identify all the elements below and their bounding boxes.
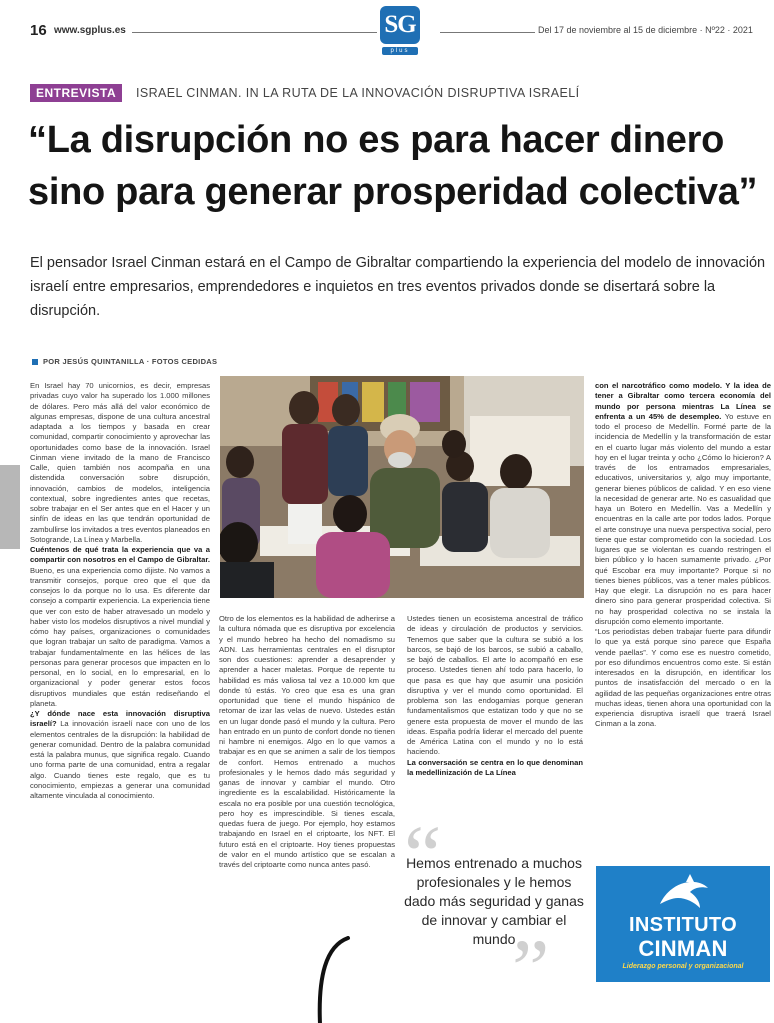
pull-quote-text: Hemos entrenado a muchos profesionales y le hemos dado más seguridad y ganas de innovar y cambiar el mundo [404,855,584,947]
logo-letters: SG [380,6,420,44]
ad-line-1: INSTITUTO [629,914,737,936]
header-rule-right [440,32,535,33]
article-headline [28,114,768,218]
answer: Yo estuve en todo el proceso de Medellín. Formé parte de la incidencia de Medellín y la transformación de estar en el cuarto lugar más violento del mundo a estar hoy en el lugar treinta y ocho ¿Cómo lo hicieron? A través de los entramados empresariales, educativos, universitarios y, algo muy importante, generar bienes públicos de calidad. Y en eso viene la necesidad de generar arte. No es casualidad que haya un Botero en Medellín. Vas a Medellín y encuentras en la calle arte por todos lados. Porque el arte construye una nueva perspectiva social, pero tiene que estar comprometido con la sociedad. Los lugares que se violentan es cuando restringen el bien público y lo hacen sumamente privado. ¿Por qué Escobar era muy importante? Porque si no tienes bienes públicos, vas a tener males públicos. Hay que elegir. La disrupción no es para hacer dinero sino para generar prosperidad colectiva. Si no hay prosperidad colectiva no se instala la disrupción como elemento importante. [595,411,771,626]
text-column-3 [407,614,583,778]
section-tagline: ISRAEL CINMAN. IN LA RUTA DE LA INNOVACIÓN DISRUPTIVA ISRAELÍ [136,86,580,100]
instituto-cinman-ad[interactable] [596,866,770,982]
paragraph: Otro de los elementos es la habilidad de adherirse a la cultura nómada que es disruptiva por excelencia y el mundo hebreo ha hecho del nomadismo su ADN. Las herramientas centrales en el disruptor son dos cuestiones: aprender a desaprender y aprender a hacer maletas. Porque de repente tu habilidad es más valiosa tal vez a 10.000 km que donde tú estás. Yo creo que esa es una gran oportunidad que tiene el mundo hispánico de retomar de izar las velas de nuevo. Ustedes están en un lugar donde pasó el mundo y la cultura. Pero han entrado en un punto de confort donde no tienen ni hambre ni enemigos. Algo en lo que vamos a trabajar es en que se animen a salir de los tiempos de confort. Hemos entrenado a muchos profesionales y le hemos dado más seguridad y ganas de innovar y cambiar el mundo. Otro ingrediente es la escalabilidad. Históricamente la escala no era posible por una cuestión tecnológica, pero hoy es imprescindible. Si tienes escala, quedas fuera de juego. Por ejemplo, hoy estamos trabajando en Israel en el criptoarte, los NFT. El futuro está en el criptoarte. Hoy tienes propuestas de valor en el mundo artístico que se escalan a través del criptoarte como nunca antes pasó. [219,614,395,869]
section-tag: ENTREVISTA [30,84,122,102]
open-quote-icon: “ [404,809,442,902]
article-photo [220,376,584,598]
logo-sub: plus [382,47,418,55]
paragraph: Ustedes tienen un ecosistema ancestral de tráfico de ideas y circulación de productos y servicios. Tenemos que saber que la cultura se subió a los barcos, se bajó de los barcos, se subió a caballo, se bajó de caballos. El arte lo acompañó en ese proceso. Ustedes tienen ahí todo para hacerlo, lo que pasa es que hay que asumir una posición disruptiva y ver el mundo como oportunidad. El problema son las endogamias porque generan fundamentalismos que estatizan todo y que no se genere esta propuesta de mover el mundo de las ideas. España podría liderar el mercado del puente de América Latina con el mundo y no lo está haciendo. [407,614,583,757]
question: La conversación se centra en lo que denominan la medellinización de La Línea [407,757,583,777]
close-quote-icon: ” [512,923,550,1016]
paragraph: En Israel hay 70 unicornios, es decir, empresas privadas cuyo valor ha superado los 1.000 millones de dólares. Pero más allá del valor económico de algunas empresas, dispone de una cultura ancestral adaptada a los tiempos y basada en crear comunidad, compartir conocimiento y aprovechar las oportunidades como base de la innovación. Israel Cinman viene invitado de la mano de Francisco Calle, quien también nos acompaña en una distendida conversación sobre disrupción, innovación, cambios de modelos, inteligencia contextual, sobre ingredientes antes que recetas, sobre trabajar en el Ser antes que en el Hacer y un sinfín de ideas en las que tendrán oportunidad de zambullirse los invitados a tres eventos planeados en Sotogrande, La Línea y Marbella. [30,381,210,544]
decorative-curve [312,936,352,1023]
article-lede: El pensador Israel Cinman estará en el Campo de Gibraltar compartiendo la experiencia del modelo de innovación israelí entre empresarios, emprendedores e inquietos en tres eventos privados donde se disertará sobre la disrupción. [30,255,766,319]
sgplus-logo [378,6,422,58]
text-column-4 [595,381,771,730]
headline-line-1: “La disrupción no es para hacer dinero [28,119,724,161]
question: Cuéntenos de qué trata la experiencia que va a compartir con nosotros en el Campo de Gibraltar. [30,545,210,565]
issue-date: Del 17 de noviembre al 15 de diciembre · Nº22 · 2021 [538,25,753,35]
question-continued: con el narcotráfico como modelo. Y la idea de tener a Gibraltar como tercera economía del mundo por persona mientras La Línea se enfrenta a un 45% de desempleo. [595,381,771,421]
site-url[interactable]: www.sgplus.es [54,25,126,36]
answer: Bueno, es una experiencia como dijiste. No vamos a transmitir consejos, porque creo que el que da consejos lo da porque no lo usa. Es diferente dar consejo a compartir experiencia. La experiencia tiene que ver con esto de haber atravesado un modelo y haber visto los modelos disruptivos a nivel mundial y cómo hay países, organizaciones o comunidades que logran trabajar un salto de paradigma. Vamos a trabajar fundamentalmente en las hélices de las personas para generar procesos que impacten en lo personal, en lo social, en lo empresarial, en lo organizacional y poder generar estos focos disruptivos mundiales que están rediseñando el planeta. [30,565,210,708]
header-rule-left [132,32,377,33]
byline: POR JESÚS QUINTANILLA · FOTOS CEDIDAS [32,357,217,366]
page-number: 16 [30,22,47,39]
question: ¿Y dónde nace esta innovación disruptiva israelí? [30,709,210,729]
ad-tagline: Liderazgo personal y organizacional [622,963,744,970]
headline-line-2: sino para generar prosperidad colectiva” [28,171,758,213]
paragraph: “Los periodistas deben trabajar fuerte para difundir lo que ya está porque sino parece que España vende paellas”. Y como ese es nuestro cometido, por eso difundimos encuentros como este. Si están interesados en la disrupción, en identificar los puntos de insatisfacción del mercado o en la agilidad de las pequeñas organizaciones entre otras muchas ideas, tienen ahora una oportunidad con la experiencia disruptiva israelí que traerá Israel Cinman a la zona. [595,627,771,729]
text-column-2 [219,614,395,870]
page-edge-tab [0,465,20,549]
text-column-1 [30,381,210,801]
dolphin-icon [656,874,712,914]
answer: La innovación israelí nace con uno de los elementos centrales de la disrupción: la habilidad de generar comunidad. Dentro de la palabra comunidad está la palabra munus, que significa regalo. Cuando uno forma parte de una comunidad, entra a regalar algo. Cuando tienes este regalo, que es tu conocimiento, empiezas a generar una comunidad altamente vinculada al conocimiento. [30,719,210,800]
pull-quote [404,809,584,1016]
ad-line-2: CINMAN [638,936,728,961]
section-tag-row [30,84,770,102]
